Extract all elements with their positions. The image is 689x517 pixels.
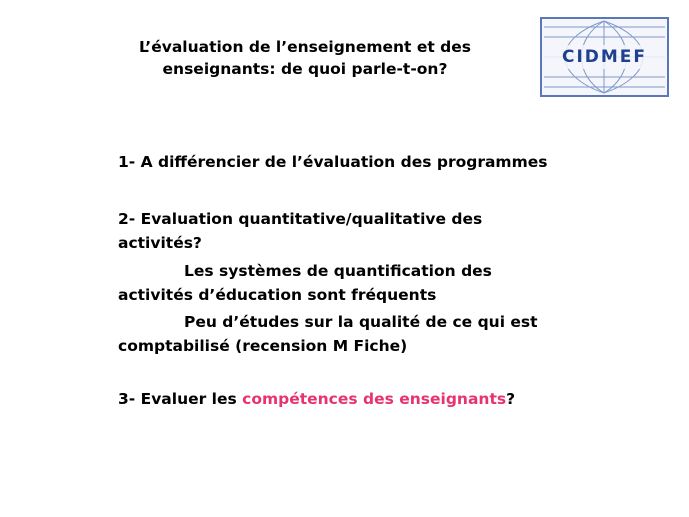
cidmef-logo	[540, 17, 669, 97]
sub-point-qualite-line-1: Peu d’études sur la qualité de ce qui est	[184, 313, 538, 331]
slide-title	[130, 36, 480, 80]
point-3	[118, 387, 588, 411]
sub-point-quantification	[118, 259, 588, 307]
sub-point-qualite-line-2: comptabilisé (recension M Fiche)	[118, 337, 408, 355]
sub-point-qualite	[118, 310, 588, 358]
title-line-2: enseignants: de quoi parle-t-on?	[162, 60, 448, 78]
point-2-line-2: activités?	[118, 234, 202, 252]
point-3-prefix: 3- Evaluer les	[118, 390, 243, 408]
point-2	[118, 207, 588, 255]
point-3-suffix: ?	[506, 390, 516, 408]
point-3-highlight: compétences des enseignants	[242, 390, 507, 408]
point-1: 1- A différencier de l’évaluation des programmes	[118, 153, 548, 171]
point-2-line-1: 2- Evaluation quantitative/qualitative des	[118, 210, 483, 228]
logo-text: CIDMEF	[542, 45, 667, 69]
title-line-1: L’évaluation de l’enseignement et des	[139, 38, 471, 56]
sub-point-quantification-line-2: activités d’éducation sont fréquents	[118, 286, 437, 304]
sub-point-quantification-line-1: Les systèmes de quantification des	[184, 262, 492, 280]
